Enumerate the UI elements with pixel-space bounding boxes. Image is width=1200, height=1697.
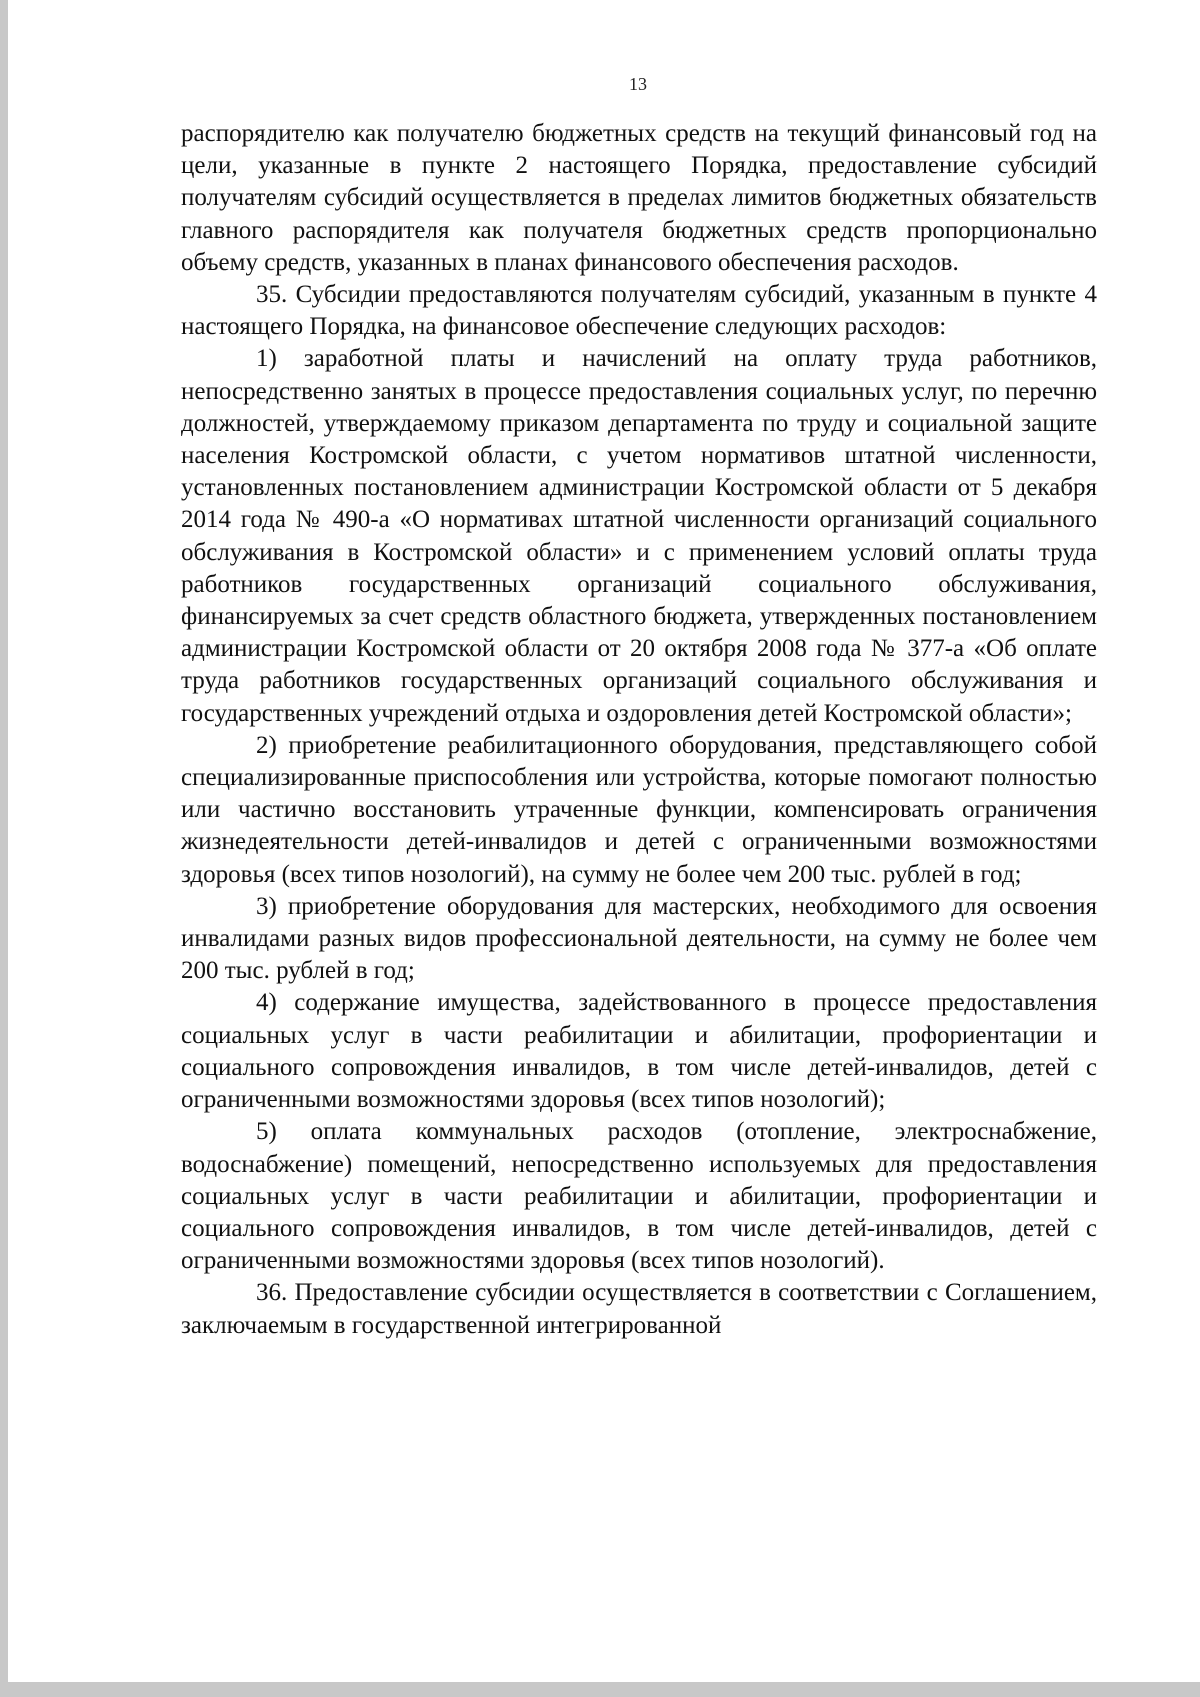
list-item-2: 2) приобретение реабилитационного оборудования, представляющего собой специализированные приспособления или устройства, которые помогают полностью или частично восстановить утраченные функции, компенсировать ограничения жизнедеятельности детей-инвалидов и детей с ограниченными возможностями здоровья (всех типов нозологий), на сумму не более чем 200 тыс. рублей в год; — [181, 731, 1097, 888]
paragraph-item-35: 35. Субсидии предоставляются получателям субсидий, указанным в пункте 4 настоящего Порядка, на финансовое обеспечение следующих расходов: — [181, 281, 1097, 341]
list-item-4: 4) содержание имущества, задействованного в процессе предоставления социальных услуг в части реабилитации и абилитации, профориентации и социального сопровождения инвалидов, в том числе детей-инвалидов, детей с ограниченными возможностями здоровья (всех типов нозологий); — [181, 989, 1097, 1114]
list-item-1: 1) заработной платы и начислений на оплату труда работников, непосредственно занятых в процессе предоставления социальных услуг, по перечню должностей, утверждаемому приказом департамента по труду и социальной защите населения Костромской области, с учетом нормативов штатной численности, установленных постановлением администрации Костромской области от 5 декабря 2014 года № 490-а «О нормативах штатной численности организаций социального обслуживания в Костромской области» и с применением условий оплаты труда работников государственных организаций социального обслуживания, финансируемых за счет средств областного бюджета, утвержденных постановлением администрации Костромской области от 20 октября 2008 года № 377-а «Об оплате труда работников государственных организаций социального обслуживания и государственных учреждений отдыха и оздоровления детей Костромской области»; — [181, 345, 1097, 727]
document-body — [181, 118, 1097, 1342]
list-item-3: 3) приобретение оборудования для мастерских, необходимого для освоения инвалидами разных видов профессиональной деятельности, на сумму не более чем 200 тыс. рублей в год; — [181, 892, 1097, 985]
document-page — [8, 0, 1200, 1682]
paragraph-item-36: 36. Предоставление субсидии осуществляется в соответствии с Соглашением, заключаемым в государственной интегрированной — [181, 1279, 1097, 1339]
list-item-5: 5) оплата коммунальных расходов (отопление, электроснабжение, водоснабжение) помещений, непосредственно используемых для предоставления социальных услуг в части реабилитации и абилитации, профориентации и социального сопровождения инвалидов, в том числе детей-инвалидов, детей с ограниченными возможностями здоровья (всех типов нозологий). — [181, 1118, 1097, 1275]
paragraph-continuation: распорядителю как получателю бюджетных средств на текущий финансовый год на цели, указанные в пункте 2 настоящего Порядка, предоставление субсидий получателям субсидий осуществляется в пределах лимитов бюджетных обязательств главного распорядителя как получателя бюджетных средств пропорционально объему средств, указанных в планах финансового обеспечения расходов. — [181, 120, 1097, 276]
page-number: 13 — [629, 74, 647, 94]
